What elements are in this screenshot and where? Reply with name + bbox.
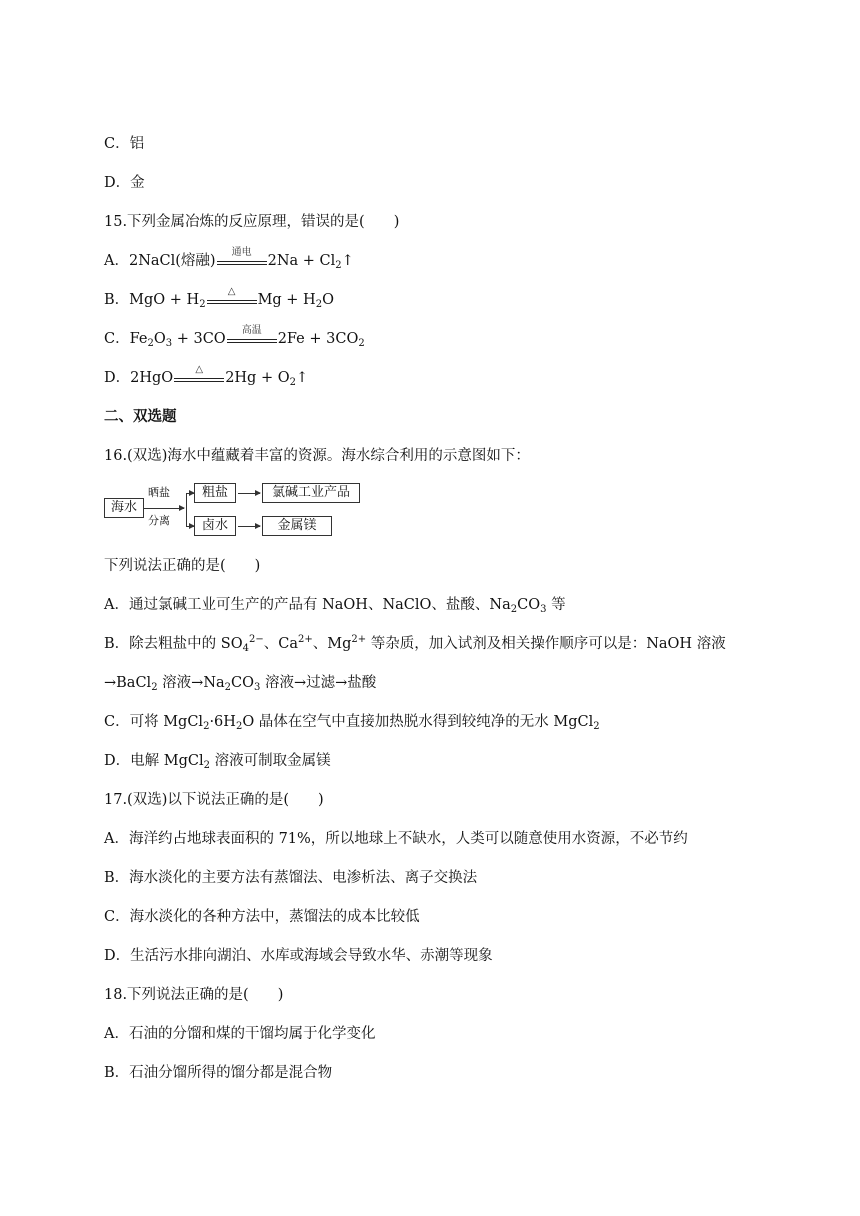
q18-option-b: B．石油分馏所得的馏分都是混合物 (104, 1065, 333, 1081)
section-heading: 二、双选题 (104, 409, 177, 425)
q17-option-b: B．海水淡化的主要方法有蒸馏法、电渗析法、离子交换法 (104, 870, 478, 886)
q15-stem: 15.下列金属冶炼的反应原理，错误的是( ) (104, 214, 400, 230)
q18-option-a: A．石油的分馏和煤的干馏均属于化学变化 (104, 1026, 376, 1042)
q15-option-a: A．2NaCl(熔融) 通电 $2Na + Cl_2↑$ (104, 247, 354, 271)
option-d-prev: D．金 (104, 175, 145, 191)
option-c-prev: C．铝 (104, 136, 145, 152)
box-brine: 卤水 (194, 516, 236, 536)
reaction-condition: △ (174, 369, 224, 383)
q17-option-d: D．生活污水排向湖泊、水库或海域会导致水华、赤潮等现象 (104, 948, 493, 964)
step-label-evaporate: 晒盐 (148, 486, 170, 499)
reaction-condition: 通电 (217, 252, 267, 266)
box-crude-salt: 粗盐 (194, 483, 236, 503)
seawater-flow-diagram (104, 482, 364, 540)
option-letter: A． (104, 253, 129, 269)
box-magnesium: 金属镁 (262, 516, 332, 536)
q16-option-d: D．电解 MgCl$_2$ 溶液可制取金属镁 (104, 753, 331, 771)
q18-stem: 18.下列说法正确的是( ) (104, 987, 284, 1003)
q17-stem: 17.(双选)以下说法正确的是( ) (104, 792, 324, 808)
q17-option-c: C．海水淡化的各种方法中，蒸馏法的成本比较低 (104, 909, 420, 925)
q16-option-c: C．可将 $MgCl_2\cdot 6H_2O$ 晶体在空气中直接加热脱水得到较纯净的无水 MgCl$_2$ (104, 714, 600, 732)
box-seawater: 海水 (104, 498, 144, 518)
arrow-main (144, 508, 184, 509)
q16-stem: 16.(双选)海水中蕴藏着丰富的资源。海水综合利用的示意图如下： (104, 448, 530, 464)
box-chlor-alkali: 氯碱工业产品 (262, 483, 360, 503)
option-letter: C． (104, 331, 130, 347)
reaction-condition: 高温 (227, 330, 277, 344)
q15-option-d: D．2HgO △ $2Hg + O_2↑$ (104, 364, 309, 388)
q16-option-b-line2: →BaCl$_2$ 溶液$\to Na_2CO_3$ 溶液→过滤→盐酸 (104, 675, 377, 693)
q16-option-b-line1: B．除去粗盐中的 $SO_4^{2-}$、$Ca^{2+}$、$Mg^{2+}$ 等杂质，加入试剂及相关操作顺序可以是：NaOH 溶液 (104, 634, 726, 654)
q16-option-a: A．通过氯碱工业可生产的产品有 NaOH、NaClO、盐酸、$Na_2CO_3$ 等 (104, 597, 566, 615)
q15-option-c: C．$Fe_2O_3 + 3CO$ 高温 $2Fe + 3CO_2$ (104, 325, 365, 349)
arrow-to-salt (186, 493, 194, 494)
q16-question: 下列说法正确的是( ) (104, 558, 261, 574)
branch-line (186, 493, 187, 526)
q15-option-b: B．MgO + $H_2$ △ $Mg + H_2O$ (104, 286, 334, 310)
option-letter: D． (104, 370, 131, 386)
reaction-condition: △ (207, 291, 257, 305)
q17-option-a: A．海洋约占地球表面积的 71%，所以地球上不缺水，人类可以随意使用水资源，不必节约 (104, 831, 688, 847)
arrow-to-chlor-alkali (238, 493, 260, 494)
arrow-to-brine (186, 526, 194, 527)
step-label-separate: 分离 (148, 514, 170, 527)
arrow-to-magnesium (238, 526, 260, 527)
option-letter: B． (104, 292, 130, 308)
